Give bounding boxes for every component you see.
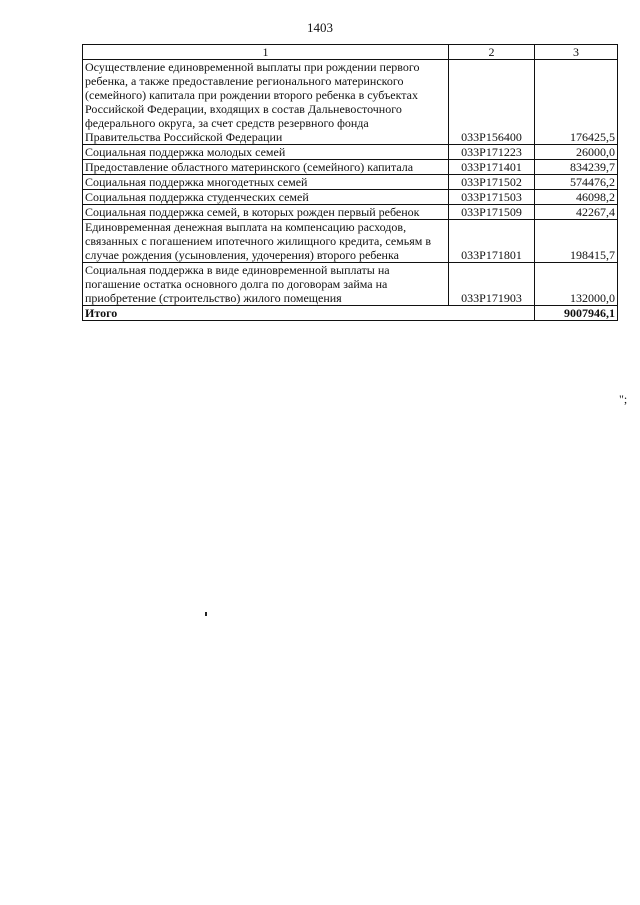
page-number: 1403 [307, 20, 333, 35]
row-code: 033P171503 [449, 190, 535, 205]
row-code: 033P171903 [449, 263, 535, 306]
row-code: 033P171509 [449, 205, 535, 220]
row-code: 033P171223 [449, 145, 535, 160]
row-code: 033P156400 [449, 60, 535, 145]
row-name: Предоставление областного материнского (семейного) капитала [83, 160, 449, 175]
total-label: Итого [83, 306, 535, 321]
row-amount: 574476,2 [535, 175, 618, 190]
table-row [83, 60, 618, 145]
scan-speck [205, 612, 207, 616]
total-amount: 9007946,1 [535, 306, 618, 321]
row-amount: 198415,7 [535, 220, 618, 263]
column-header-2: 2 [449, 45, 535, 60]
row-name: Осуществление единовременной выплаты при рождении первого ребенка, а также предоставление регионального материнского (семейного) капитала при рождении второго ребенка в субъектах Российской Федерации, входящих в состав Дальневосточного федерального округа, за счет средств резервного фонда Правительства Российской Федерации [83, 60, 449, 145]
column-header-3: 3 [535, 45, 618, 60]
row-name: Социальная поддержка в виде единовременной выплаты на погашение остатка основного долга по договорам займа на приобретение (строительство) жилого помещения [83, 263, 449, 306]
row-code: 033P171801 [449, 220, 535, 263]
row-name: Социальная поддержка многодетных семей [83, 175, 449, 190]
row-amount: 132000,0 [535, 263, 618, 306]
row-amount: 176425,5 [535, 60, 618, 145]
row-name: Социальная поддержка молодых семей [83, 145, 449, 160]
row-amount: 26000,0 [535, 145, 618, 160]
table-row [83, 263, 618, 306]
row-code: 033P171401 [449, 160, 535, 175]
total-row [83, 306, 618, 321]
column-header-1: 1 [83, 45, 449, 60]
table-row [83, 205, 618, 220]
table-row [83, 220, 618, 263]
row-name: Социальная поддержка студенческих семей [83, 190, 449, 205]
row-code: 033P171502 [449, 175, 535, 190]
row-name: Социальная поддержка семей, в которых рожден первый ребенок [83, 205, 449, 220]
table-row [83, 145, 618, 160]
closing-quote-mark: "; [619, 392, 628, 406]
table-header-row [83, 45, 618, 60]
table-row [83, 190, 618, 205]
row-name: Единовременная денежная выплата на компенсацию расходов, связанных с погашением ипотечного жилищного кредита, семьям в случае рождения (усыновления, удочерения) второго ребенка [83, 220, 449, 263]
table-row [83, 175, 618, 190]
table-row [83, 160, 618, 175]
row-amount: 834239,7 [535, 160, 618, 175]
budget-table [82, 44, 618, 321]
row-amount: 42267,4 [535, 205, 618, 220]
row-amount: 46098,2 [535, 190, 618, 205]
